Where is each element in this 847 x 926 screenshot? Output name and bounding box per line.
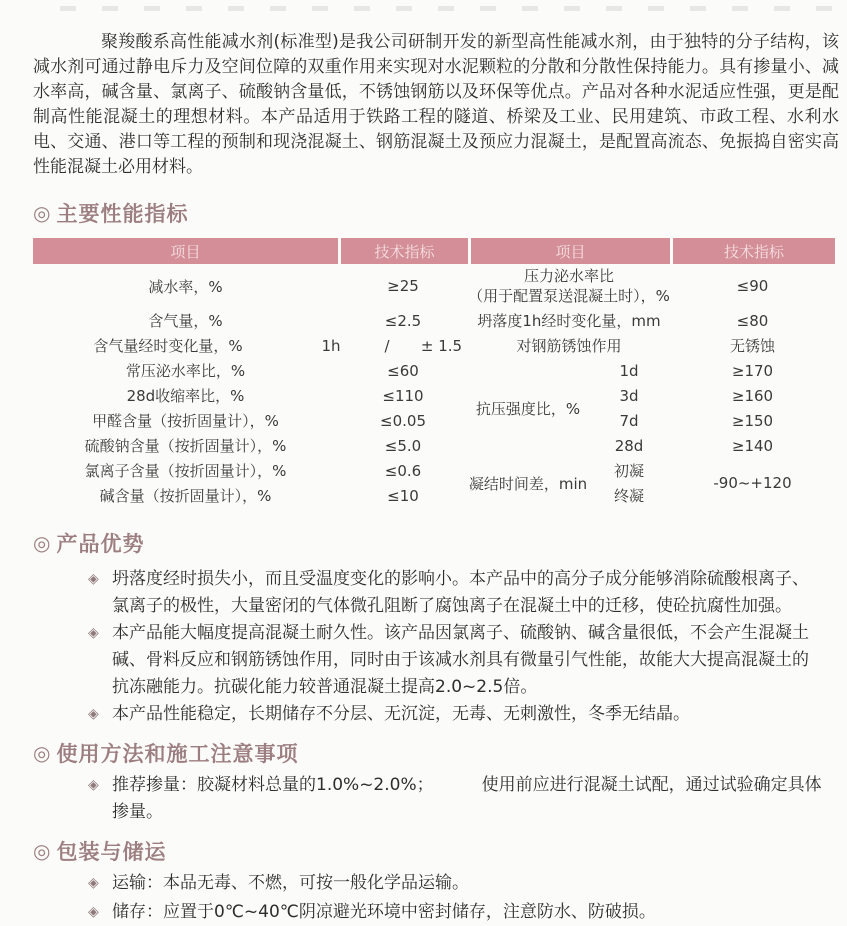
table-row-air-content-change	[33, 333, 468, 358]
table-header-item-left: 项目	[33, 238, 338, 264]
packaging-list	[33, 870, 839, 926]
table-cell-spec: ≤80	[736, 311, 769, 330]
advantage-text: 本产品能大幅度提高混凝土耐久性。该产品因氯离子、硫酸钠、碱含量很低，不会产生混凝土碱、骨料反应和钢筋锈蚀作用，同时由于该减水剂具有微量引气性能，故能大大提高混凝土的抗冻融能力。抗碳化能力较普通混凝土提高2.0~2.5倍。	[112, 623, 809, 697]
table-cell-item: 含气量经时变化量，%	[93, 337, 243, 355]
table-cell-spec: ≤2.5	[384, 311, 422, 330]
table-header-spec-right: 技术指标	[670, 238, 835, 264]
table-cell-age: 28d	[614, 436, 644, 455]
intro-paragraph: 聚羧酸系高性能减水剂(标准型)是我公司研制开发的新型高性能减水剂，由于独特的分子结构，该减水剂可通过静电斥力及空间位障的双重作用来实现对水泥颗粒的分散和分散性保持能力。具有掺量小、减水率高，碱含量、氯离子、硫酸钠含量低，不锈蚀钢筋以及环保等优点。产品对各种水泥适应性强，更是配制高性能混凝土的理想材料。本产品适用于铁路工程的隧道、桥梁及工业、民用建筑、市政工程、水利水电、交通、港口等工程的预制和现浇混凝土、钢筋混凝土及预应力混凝土，是配置高流态、免振捣自密实高性能混凝土必用材料。	[33, 32, 839, 177]
table-cell-spec: ≥150	[731, 411, 774, 430]
table-cell-item: 甲醛含量（按折固量计），%	[92, 412, 279, 430]
section-title: 包装与储运	[56, 840, 167, 864]
table-cell-spec: ≤5.0	[384, 436, 422, 455]
packaging-text: 运输：本品无毒、不燃，可按一般化学品运输。	[112, 873, 469, 893]
table-cell-item: 坍落度1h经时变化量，mm	[477, 312, 661, 330]
section-heading-advantages	[33, 528, 839, 558]
table-cell-age: 3d	[619, 386, 639, 405]
section-marker-icon: ◎	[33, 741, 52, 765]
section-heading-performance	[33, 198, 839, 228]
advantages-list	[33, 566, 839, 728]
usage-dosage: 推荐掺量：胶凝材料总量的1.0%~2.0%；	[112, 775, 434, 795]
advantage-text: 本产品性能稳定，长期储存不分层、无沉淀，无毒、无刺激性，冬季无结晶。	[112, 704, 690, 724]
list-item	[33, 899, 839, 926]
table-cell-item: 碱含量（按折固量计），%	[99, 487, 272, 505]
table-cell-spec: ≤110	[382, 386, 424, 405]
table-cell-item: 含气量，%	[148, 312, 223, 330]
table-header-item-right: 项目	[468, 238, 670, 264]
table-cell-item: 硫酸钠含量（按折固量计），%	[84, 437, 287, 455]
table-cell-setting-final: 终凝	[613, 487, 644, 505]
scan-artifact	[60, 6, 833, 11]
usage-note: 使用前应进行混凝土试配，通过试验确定具体掺量。	[112, 775, 822, 822]
table-cell-spec: 无锈蚀	[729, 337, 775, 355]
table-cell-setting-label: 凝结时间差，min	[468, 474, 588, 493]
list-item	[33, 870, 839, 897]
table-cell-slash: /	[384, 336, 390, 355]
diamond-bullet-icon: ◈	[88, 875, 99, 891]
table-cell-spec: ≤90	[736, 277, 769, 295]
list-item	[33, 772, 839, 826]
table-cell-age: 7d	[619, 411, 639, 430]
table-cell-spec: ≥140	[731, 436, 774, 455]
item-line1: 压力泌水率比	[523, 267, 614, 285]
diamond-bullet-icon: ◈	[88, 625, 99, 641]
usage-text	[112, 772, 825, 826]
list-item	[33, 620, 839, 701]
diamond-bullet-icon: ◈	[88, 904, 99, 920]
list-item	[33, 566, 839, 620]
section-title: 使用方法和施工注意事项	[56, 742, 299, 766]
section-heading-usage	[33, 738, 839, 768]
table-cell-spec: ≤60	[387, 361, 419, 380]
table-cell-item: 氯离子含量（按折固量计），%	[84, 462, 287, 480]
section-heading-packaging	[33, 836, 839, 866]
section-marker-icon: ◎	[33, 201, 52, 225]
table-cell-time: 1h	[321, 336, 341, 355]
table-cell-item: 28d收缩率比，%	[126, 387, 245, 405]
packaging-text: 储存：应置于0℃~40℃阴凉避光环境中密封储存，注意防水、防破损。	[112, 902, 656, 922]
table-cell-item-pressure-bleeding	[468, 264, 670, 308]
table-cell-item: 减水率，%	[148, 277, 223, 296]
table-cell-spec: -90~+120	[713, 474, 792, 492]
diamond-bullet-icon: ◈	[88, 571, 99, 587]
table-cell-item: 对钢筋锈蚀作用	[516, 337, 622, 355]
table-cell-spec: ≤0.6	[384, 461, 422, 480]
table-cell-item: 常压泌水率比，%	[125, 362, 246, 380]
section-marker-icon: ◎	[33, 839, 52, 863]
table-cell-spec: ≥160	[731, 386, 774, 405]
usage-list	[33, 772, 839, 826]
item-line2: （用于配置泵送混凝土时），%	[468, 287, 670, 305]
performance-table	[33, 238, 835, 508]
table-cell-spec: ± 1.5	[420, 336, 463, 355]
table-header-spec-left: 技术指标	[338, 238, 468, 264]
advantage-text: 坍落度经时损失小，而且受温度变化的影响小。本产品中的高分子成分能够消除硫酸根离子、氯离子的极性，大量密闭的气体微孔阻断了腐蚀离子在混凝土中的迁移，使砼抗腐性加强。	[112, 569, 809, 616]
table-cell-spec: ≤0.05	[380, 411, 426, 430]
table-cell-strength-label: 抗压强度比，%	[475, 399, 581, 418]
table-cell-age: 1d	[619, 361, 639, 380]
section-title: 产品优势	[56, 532, 145, 556]
section-marker-icon: ◎	[33, 531, 52, 555]
diamond-bullet-icon: ◈	[88, 706, 99, 722]
table-cell-spec: ≤10	[387, 486, 419, 505]
diamond-bullet-icon: ◈	[88, 777, 99, 793]
list-item	[33, 701, 839, 728]
section-title: 主要性能指标	[56, 202, 189, 226]
table-cell-setting-initial: 初凝	[613, 462, 644, 480]
table-cell-spec: ≥25	[387, 277, 419, 295]
table-cell-spec: ≥170	[731, 361, 774, 380]
